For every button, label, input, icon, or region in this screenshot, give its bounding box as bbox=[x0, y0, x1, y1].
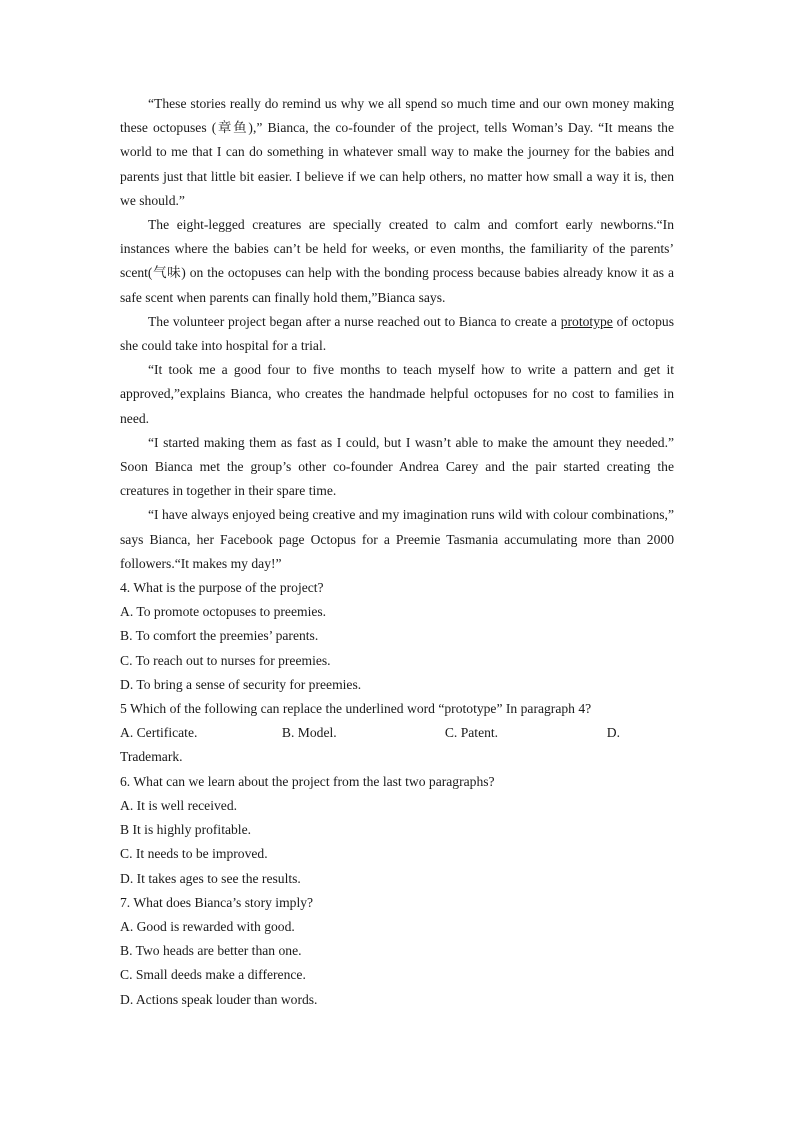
question-5 bbox=[120, 697, 674, 770]
paragraph-2: The eight-legged creatures are specially created to calm and comfort early newborns.“In instances where the babies can’t be held for weeks, or even months, the familiarity of the parents’ scent(气味) on the octopuses can help with the bonding process because babies already know it as a safe scent when parents can finally hold them,”Bianca says. bbox=[120, 217, 674, 305]
question-4 bbox=[120, 576, 674, 697]
paragraph-3-start: The volunteer project began after a nurse reached out to Bianca to create a bbox=[148, 313, 561, 329]
question-5-option-c: C. Patent. bbox=[444, 725, 499, 741]
question-6 bbox=[120, 770, 674, 891]
question-5-option-b: B. Model. bbox=[281, 725, 337, 741]
question-7 bbox=[120, 891, 674, 1012]
question-5-stem: 5 Which of the following can replace the underlined word “prototype” In paragraph 4? bbox=[120, 701, 592, 717]
question-6-option-c: C. It needs to be improved. bbox=[120, 846, 268, 862]
paragraph-6: “I have always enjoyed being creative and my imagination runs wild with colour combinations,” says Bianca, her Facebook page Octopus for a Preemie Tasmania accumulating more than 2000 followers.“It makes my day!” bbox=[120, 507, 674, 571]
paragraph-3-end: of octopus she could take into hospital for a trial. bbox=[120, 313, 674, 354]
question-5-options-row bbox=[120, 721, 674, 745]
question-7-stem: 7. What does Bianca’s story imply? bbox=[120, 894, 314, 910]
paragraph-5: “I started making them as fast as I could, but I wasn’t able to make the amount they needed.” Soon Bianca met the group’s other co-founder Andrea Carey and the pair started creating the creatures in together in their spare time. bbox=[120, 434, 674, 499]
question-4-option-a: A. To promote octopuses to preemies. bbox=[120, 604, 327, 620]
question-5-option-d-letter: D. bbox=[606, 725, 620, 741]
question-4-stem: 4. What is the purpose of the project? bbox=[120, 580, 324, 596]
question-4-option-d: D. To bring a sense of security for preemies. bbox=[120, 676, 362, 692]
question-7-option-d: D. Actions speak louder than words. bbox=[120, 991, 318, 1007]
question-5-option-d-text: Trademark. bbox=[120, 749, 183, 765]
paragraph-3 bbox=[120, 310, 674, 358]
question-7-option-b: B. Two heads are better than one. bbox=[120, 943, 302, 959]
reading-passage bbox=[120, 92, 674, 1012]
question-4-option-b: B. To comfort the preemies’ parents. bbox=[120, 628, 319, 644]
question-5-option-a: A. Certificate. bbox=[120, 725, 198, 741]
question-7-option-a: A. Good is rewarded with good. bbox=[120, 918, 295, 934]
paragraph-4: “It took me a good four to five months to teach myself how to write a pattern and get it approved,”explains Bianca, who creates the handmade helpful octopuses for no cost to families in need. bbox=[120, 362, 674, 426]
question-4-option-c: C. To reach out to nurses for preemies. bbox=[120, 652, 331, 668]
paragraph-1: “These stories really do remind us why we all spend so much time and our own money making these octopuses (章鱼),” Bianca, the co-founder of the project, tells Woman’s Day. “It means the world to me that I can do something in whatever small way to make the journey for the babies and parents just that little bit easier. I believe if we can help others, no matter how small a way it is, then we should.” bbox=[120, 96, 674, 208]
question-6-option-d: D. It takes ages to see the results. bbox=[120, 870, 301, 886]
question-6-stem: 6. What can we learn about the project from the last two paragraphs? bbox=[120, 773, 495, 789]
question-6-option-b: B It is highly profitable. bbox=[120, 822, 252, 838]
underlined-word-prototype: prototype bbox=[560, 313, 613, 329]
question-7-option-c: C. Small deeds make a difference. bbox=[120, 967, 306, 983]
question-6-option-a: A. It is well received. bbox=[120, 797, 238, 813]
